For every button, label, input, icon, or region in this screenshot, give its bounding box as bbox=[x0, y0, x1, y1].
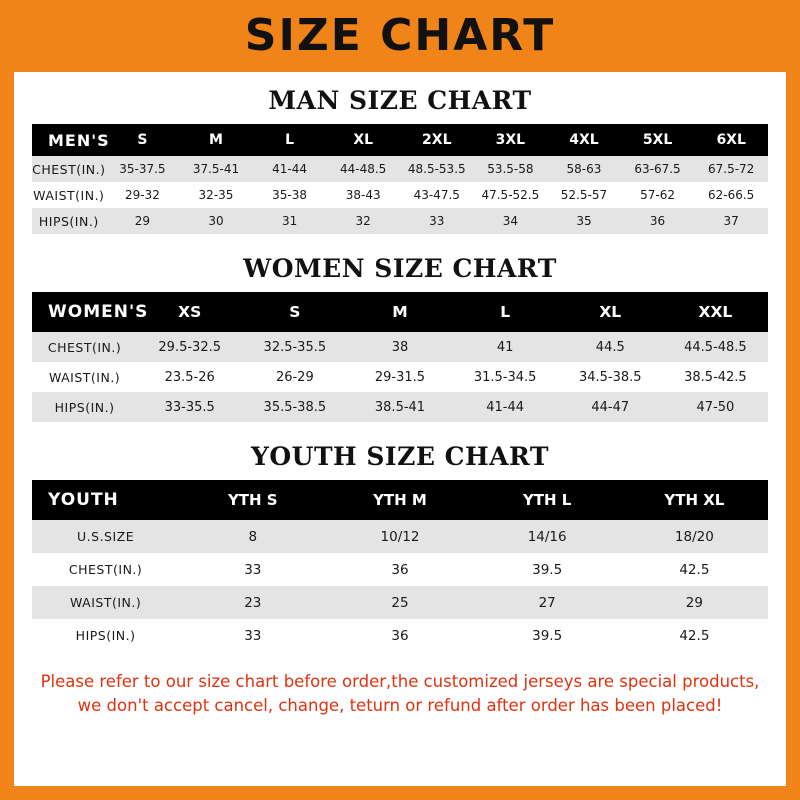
table-cell: CHEST(IN.) bbox=[68, 562, 143, 577]
table-cell: 57-62 bbox=[640, 188, 675, 202]
table-cell: 37 bbox=[723, 214, 739, 228]
table-row bbox=[32, 392, 768, 422]
table-cell: 53.5-58 bbox=[487, 162, 534, 176]
table-man-header-cell: 3XL bbox=[495, 132, 526, 148]
table-cell: 32.5-35.5 bbox=[263, 339, 327, 355]
table-cell: 29 bbox=[134, 214, 151, 228]
table-row bbox=[32, 182, 768, 208]
table-cell: 29-31.5 bbox=[374, 369, 426, 385]
table-cell: 33 bbox=[244, 627, 262, 644]
table-cell: 8 bbox=[248, 528, 258, 545]
table-cell: WAIST(IN.) bbox=[48, 369, 121, 385]
table-cell: 38 bbox=[391, 339, 409, 355]
table-cell: 44.5-48.5 bbox=[684, 339, 747, 355]
table-women-sizes bbox=[32, 292, 768, 422]
table-row bbox=[32, 586, 768, 619]
section-title-youth: YOUTH SIZE CHART bbox=[251, 442, 549, 471]
table-cell: CHEST(IN.) bbox=[47, 339, 122, 355]
table-cell: 39.5 bbox=[532, 627, 563, 644]
table-women-header-cell: S bbox=[289, 303, 301, 321]
table-women-header-cell: XXL bbox=[698, 303, 733, 321]
table-cell: 37.5-41 bbox=[192, 162, 240, 176]
table-man-sizes bbox=[32, 124, 768, 234]
table-youth-header-cell: YTH S bbox=[227, 491, 278, 509]
table-man-header bbox=[32, 124, 768, 156]
table-cell: 58-63 bbox=[566, 162, 602, 176]
table-man-header-cell: 4XL bbox=[569, 132, 599, 148]
footer-note-line-2: we don't accept cancel, change, teturn or refund after order has been placed! bbox=[77, 695, 723, 715]
table-row bbox=[32, 520, 768, 553]
table-man-header-cell: M bbox=[209, 132, 223, 148]
table-cell: 62-66.5 bbox=[708, 188, 755, 202]
table-youth-header bbox=[32, 480, 768, 520]
table-women-header-cell: XL bbox=[599, 303, 622, 321]
table-youth-header-cell: YTH M bbox=[373, 491, 427, 509]
table-cell: 38.5-42.5 bbox=[684, 369, 747, 385]
table-women-header-cell: M bbox=[392, 303, 408, 321]
table-women-body bbox=[32, 332, 768, 422]
table-cell: WAIST(IN.) bbox=[33, 187, 105, 203]
table-cell: 41-44 bbox=[272, 162, 308, 176]
table-cell: 10/12 bbox=[380, 528, 420, 545]
table-cell: 33 bbox=[244, 561, 262, 578]
table-cell: 43-47.5 bbox=[413, 188, 460, 202]
table-man-header-cell: L bbox=[285, 132, 295, 148]
table-man-header-cell: MEN'S bbox=[48, 130, 110, 150]
table-cell: 42.5 bbox=[679, 627, 710, 644]
table-cell: 41 bbox=[496, 339, 514, 355]
table-cell: 42.5 bbox=[679, 561, 710, 578]
table-cell: 67.5-72 bbox=[708, 162, 755, 176]
table-row bbox=[32, 553, 768, 586]
table-cell: 36 bbox=[391, 627, 409, 644]
table-cell: 33-35.5 bbox=[164, 399, 215, 415]
table-cell: U.S.SIZE bbox=[77, 529, 135, 544]
table-cell: 31.5-34.5 bbox=[473, 369, 537, 385]
table-cell: 27 bbox=[538, 594, 556, 611]
table-cell: 47.5-52.5 bbox=[481, 188, 540, 202]
table-man-header-cell: XL bbox=[353, 132, 374, 148]
table-cell: 44-48.5 bbox=[340, 162, 387, 176]
table-youth-header-cell: YOUTH bbox=[48, 490, 119, 510]
table-cell: 52.5-57 bbox=[560, 188, 608, 202]
section-women bbox=[32, 254, 768, 422]
table-cell: 63-67.5 bbox=[634, 162, 681, 176]
table-row bbox=[32, 156, 768, 182]
table-header-row bbox=[32, 124, 768, 156]
table-youth-header-cell: YTH L bbox=[522, 491, 572, 509]
table-cell: 31 bbox=[281, 214, 298, 228]
table-women-header-cell: WOMEN'S bbox=[48, 302, 149, 322]
table-cell: 35.5-38.5 bbox=[263, 399, 327, 415]
table-cell: 29.5-32.5 bbox=[158, 339, 221, 355]
table-cell: 36 bbox=[649, 214, 666, 228]
section-title-man: MAN SIZE CHART bbox=[268, 86, 532, 115]
table-cell: 33 bbox=[429, 214, 445, 228]
table-man-header-cell: 6XL bbox=[716, 132, 746, 148]
table-cell: 26-29 bbox=[275, 369, 314, 385]
table-row bbox=[32, 362, 768, 392]
table-youth-body bbox=[32, 520, 768, 652]
table-cell: 34.5-38.5 bbox=[578, 369, 642, 385]
footer-note bbox=[38, 670, 762, 718]
content-area bbox=[14, 86, 786, 718]
table-cell: 41-44 bbox=[486, 399, 525, 415]
table-cell: 48.5-53.5 bbox=[407, 162, 466, 176]
table-cell: 44.5 bbox=[595, 339, 625, 355]
header-bar bbox=[0, 0, 800, 72]
table-cell: 29-32 bbox=[124, 188, 160, 202]
table-women-header-cell: XS bbox=[178, 303, 202, 321]
table-man-body bbox=[32, 156, 768, 234]
table-cell: 47-50 bbox=[696, 399, 735, 415]
table-cell: 35-37.5 bbox=[119, 162, 166, 176]
table-cell: 44-47 bbox=[591, 399, 630, 415]
table-women-header-cell: L bbox=[500, 303, 511, 321]
section-youth bbox=[32, 442, 768, 652]
table-cell: 34 bbox=[502, 214, 518, 228]
table-header-row bbox=[32, 480, 768, 520]
table-cell: 14/16 bbox=[527, 528, 567, 545]
table-cell: CHEST(IN.) bbox=[32, 161, 106, 177]
table-cell: 25 bbox=[391, 594, 409, 611]
table-cell: 35 bbox=[576, 214, 592, 228]
footer-note-line-1: Please refer to our size chart before order,the customized jerseys are special products, bbox=[40, 672, 760, 691]
table-cell: 38.5-41 bbox=[374, 399, 426, 415]
table-women-header bbox=[32, 292, 768, 332]
page-title: SIZE CHART bbox=[244, 10, 556, 61]
table-cell: 30 bbox=[208, 214, 224, 228]
table-man-header-cell: S bbox=[137, 132, 148, 148]
table-cell: HIPS(IN.) bbox=[38, 213, 99, 229]
table-youth-sizes bbox=[32, 480, 768, 652]
section-title-women: WOMEN SIZE CHART bbox=[243, 254, 557, 283]
table-row bbox=[32, 619, 768, 652]
table-cell: 23 bbox=[244, 594, 262, 611]
table-cell: 29 bbox=[685, 594, 703, 611]
table-cell: 39.5 bbox=[532, 561, 563, 578]
table-cell: 38-43 bbox=[345, 188, 381, 202]
table-row bbox=[32, 332, 768, 362]
section-man bbox=[32, 86, 768, 234]
table-cell: 18/20 bbox=[674, 528, 714, 545]
table-row bbox=[32, 208, 768, 234]
table-cell: 32-35 bbox=[198, 188, 234, 202]
table-man-header-cell: 2XL bbox=[422, 132, 452, 148]
table-cell: HIPS(IN.) bbox=[75, 628, 136, 643]
table-cell: 36 bbox=[391, 561, 409, 578]
table-header-row bbox=[32, 292, 768, 332]
table-cell: HIPS(IN.) bbox=[54, 399, 115, 415]
table-cell: 32 bbox=[355, 214, 371, 228]
table-cell: WAIST(IN.) bbox=[69, 595, 142, 610]
table-cell: 35-38 bbox=[272, 188, 308, 202]
table-man-header-cell: 5XL bbox=[642, 132, 673, 148]
table-youth-header-cell: YTH XL bbox=[664, 491, 725, 509]
table-cell: 23.5-26 bbox=[164, 369, 215, 385]
